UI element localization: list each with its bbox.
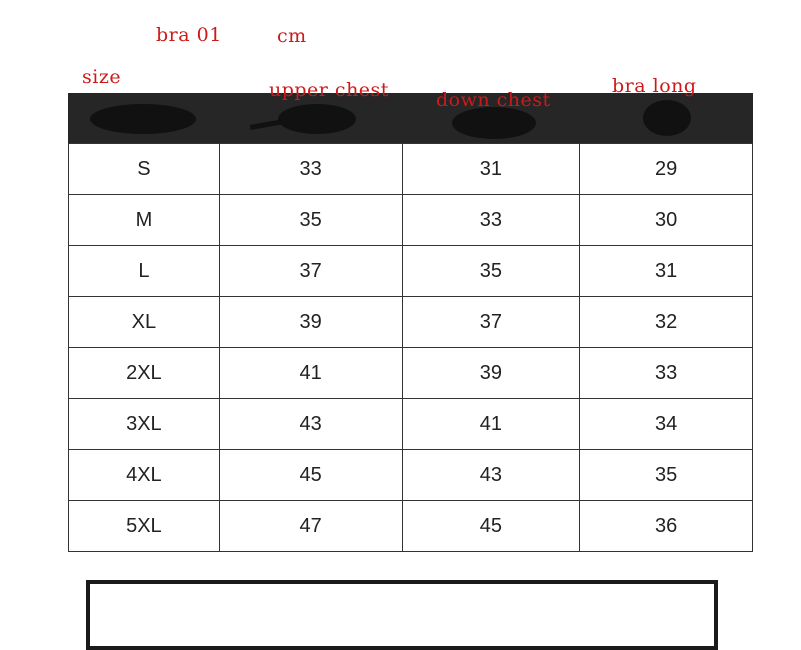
down-chest-cell: 31 bbox=[402, 144, 580, 195]
size-cell: 5XL bbox=[69, 501, 220, 552]
down-chest-cell: 45 bbox=[402, 501, 580, 552]
table-row bbox=[69, 297, 753, 348]
upper-chest-cell: 37 bbox=[219, 246, 402, 297]
size-cell: L bbox=[69, 246, 220, 297]
upper-chest-cell: 43 bbox=[219, 399, 402, 450]
upper-chest-cell: 35 bbox=[219, 195, 402, 246]
size-table-body bbox=[69, 144, 753, 552]
obscured-header-text bbox=[90, 104, 196, 134]
table-row bbox=[69, 399, 753, 450]
bra-long-cell: 33 bbox=[580, 348, 753, 399]
obscured-header-text bbox=[643, 100, 691, 136]
size-cell: M bbox=[69, 195, 220, 246]
bra-long-cell: 31 bbox=[580, 246, 753, 297]
down-chest-column-label: down chest bbox=[436, 89, 551, 111]
bra-long-cell: 32 bbox=[580, 297, 753, 348]
down-chest-cell: 39 bbox=[402, 348, 580, 399]
upper-chest-cell: 45 bbox=[219, 450, 402, 501]
table-row bbox=[69, 246, 753, 297]
bra-long-cell: 30 bbox=[580, 195, 753, 246]
obscured-header-text bbox=[452, 107, 536, 139]
table-header-bar bbox=[68, 93, 753, 143]
upper-chest-column-label: upper chest bbox=[269, 79, 389, 101]
chart-title: bra 01 bbox=[156, 24, 222, 46]
empty-bordered-box bbox=[86, 580, 718, 650]
down-chest-cell: 41 bbox=[402, 399, 580, 450]
table-row bbox=[69, 450, 753, 501]
size-cell: XL bbox=[69, 297, 220, 348]
size-cell: S bbox=[69, 144, 220, 195]
down-chest-cell: 35 bbox=[402, 246, 580, 297]
unit-label: cm bbox=[277, 25, 307, 47]
obscured-header-text bbox=[278, 104, 356, 134]
size-table bbox=[68, 143, 753, 552]
table-row bbox=[69, 348, 753, 399]
size-cell: 2XL bbox=[69, 348, 220, 399]
bra-long-cell: 36 bbox=[580, 501, 753, 552]
table-row bbox=[69, 195, 753, 246]
bra-long-cell: 34 bbox=[580, 399, 753, 450]
down-chest-cell: 37 bbox=[402, 297, 580, 348]
upper-chest-cell: 47 bbox=[219, 501, 402, 552]
size-column-label: size bbox=[82, 66, 122, 88]
bra-long-column-label: bra long bbox=[612, 75, 697, 97]
size-cell: 4XL bbox=[69, 450, 220, 501]
down-chest-cell: 43 bbox=[402, 450, 580, 501]
bra-long-cell: 29 bbox=[580, 144, 753, 195]
upper-chest-cell: 39 bbox=[219, 297, 402, 348]
upper-chest-cell: 41 bbox=[219, 348, 402, 399]
table-row bbox=[69, 501, 753, 552]
table-row bbox=[69, 144, 753, 195]
down-chest-cell: 33 bbox=[402, 195, 580, 246]
upper-chest-cell: 33 bbox=[219, 144, 402, 195]
bra-long-cell: 35 bbox=[580, 450, 753, 501]
size-cell: 3XL bbox=[69, 399, 220, 450]
